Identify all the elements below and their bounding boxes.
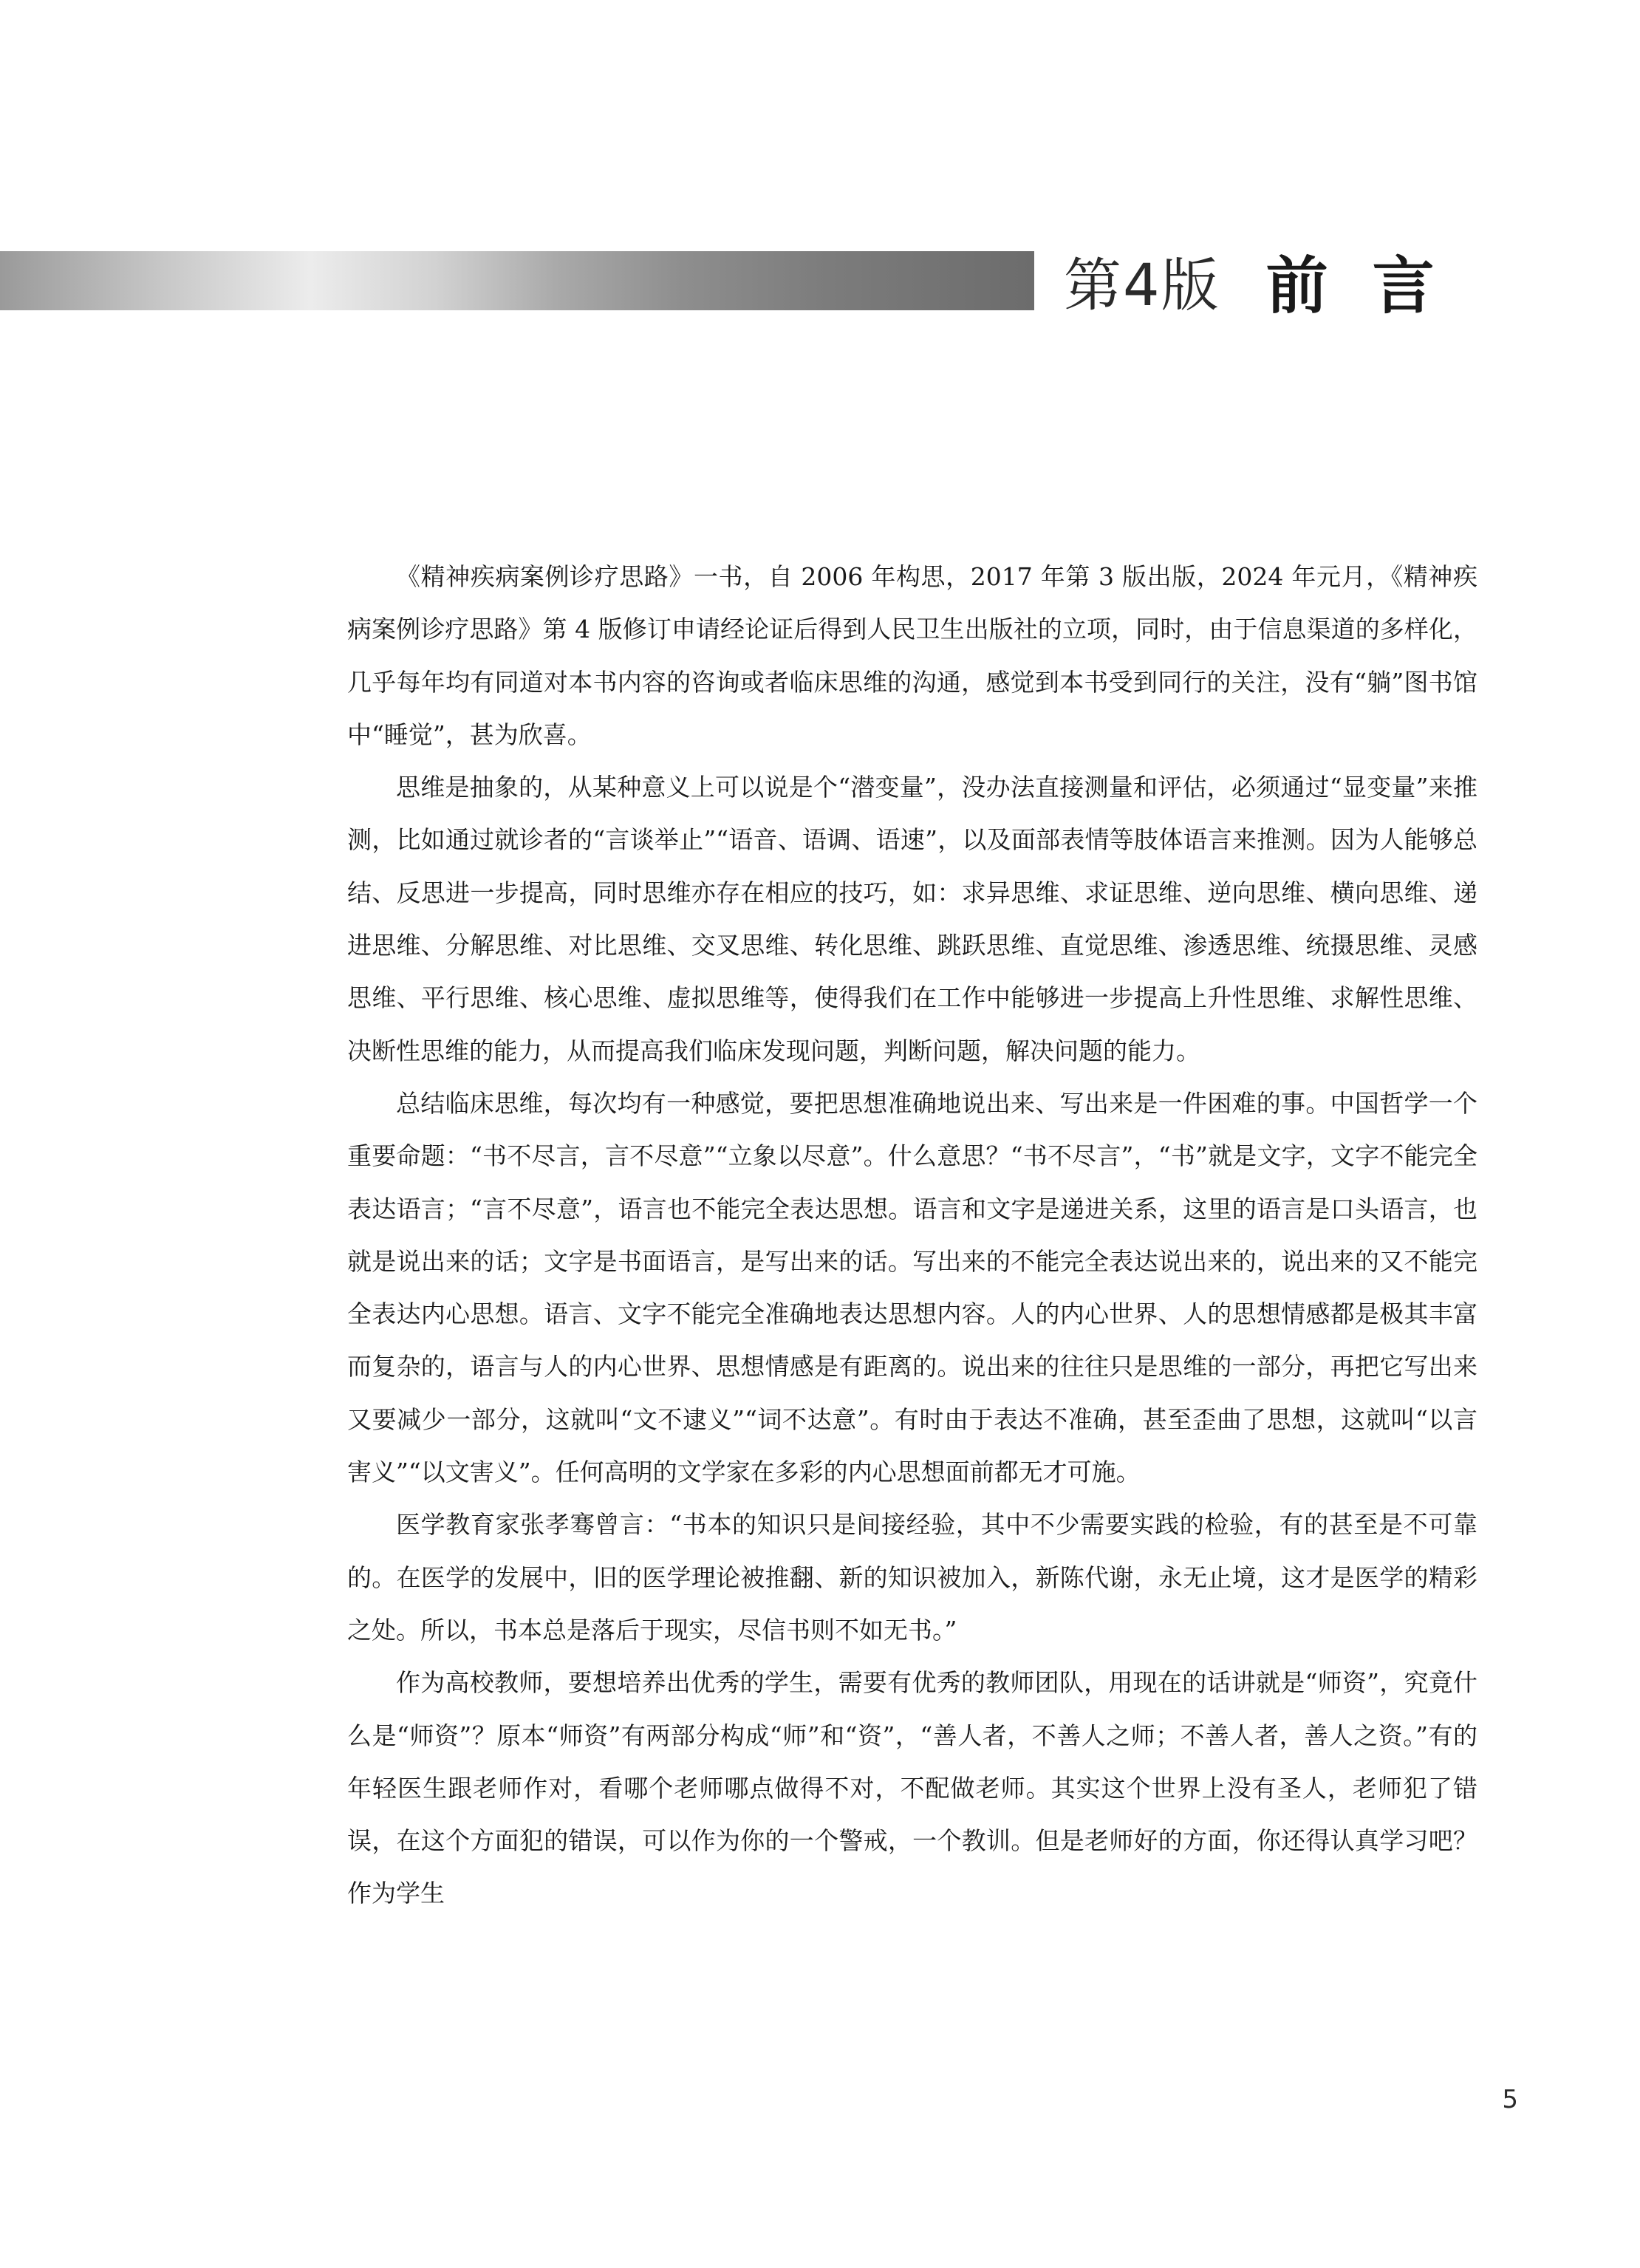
header-gradient-band xyxy=(0,251,1034,310)
chapter-title xyxy=(1064,240,1479,321)
body-text xyxy=(347,550,1477,1920)
paragraph-1: 《精神疾病案例诊疗思路》一书，自 2006 年构思，2017 年第 3 版出版，2024 年元月，《精神疾病案例诊疗思路》第 4 版修订申请经论证后得到人民卫生出版社的立项，同时，由于信息渠道的多样化，几乎每年均有同道对本书内容的咨询或者临床思维的沟通，感觉到本书受到同行的关注，没有“躺”图书馆中“睡觉”，甚为欣喜。 xyxy=(347,562,1477,749)
paragraph-2: 思维是抽象的，从某种意义上可以说是个“潜变量”，没办法直接测量和评估，必须通过“显变量”来推测，比如通过就诊者的“言谈举止”“语音、语调、语速”，以及面部表情等肢体语言来推测。因为人能够总结、反思进一步提高，同时思维亦存在相应的技巧，如：求异思维、求证思维、逆向思维、横向思维、递进思维、分解思维、对比思维、交叉思维、转化思维、跳跃思维、直觉思维、渗透思维、统摄思维、灵感思维、平行思维、核心思维、虚拟思维等，使得我们在工作中能够进一步提高上升性思维、求解性思维、决断性思维的能力，从而提高我们临床发现问题，判断问题，解决问题的能力。 xyxy=(347,773,1477,1065)
preface-title: 前言 xyxy=(1265,249,1479,322)
paragraph-4: 医学教育家张孝骞曾言：“书本的知识只是间接经验，其中不少需要实践的检验，有的甚至是不可靠的。在医学的发展中，旧的医学理论被推翻、新的知识被加入，新陈代谢，永无止境，这才是医学的精彩之处。所以，书本总是落后于现实，尽信书则不如无书。” xyxy=(347,1510,1477,1644)
page-number: 5 xyxy=(1502,2085,1518,2114)
paragraph-5: 作为高校教师，要想培养出优秀的学生，需要有优秀的教师团队，用现在的话讲就是“师资”，究竟什么是“师资”？原本“师资”有两部分构成“师”和“资”，“善人者，不善人之师；不善人者，善人之资。”有的年轻医生跟老师作对，看哪个老师哪点做得不对，不配做老师。其实这个世界上没有圣人，老师犯了错误，在这个方面犯的错误，可以作为你的一个警戒，一个教训。但是老师好的方面，你还得认真学习吧？作为学生 xyxy=(347,1668,1477,1908)
paragraph-3: 总结临床思维，每次均有一种感觉，要把思想准确地说出来、写出来是一件困难的事。中国哲学一个重要命题：“书不尽言，言不尽意”“立象以尽意”。什么意思？“书不尽言”，“书”就是文字，文字不能完全表达语言；“言不尽意”，语言也不能完全表达思想。语言和文字是递进关系，这里的语言是口头语言，也就是说出来的话；文字是书面语言，是写出来的话。写出来的不能完全表达说出来的，说出来的又不能完全表达内心思想。语言、文字不能完全准确地表达思想内容。人的内心世界、人的思想情感都是极其丰富而复杂的，语言与人的内心世界、思想情感是有距离的。说出来的往往只是思维的一部分，再把它写出来又要减少一部分，这就叫“文不逮义”“词不达意”。有时由于表达不准确，甚至歪曲了思想，这就叫“以言害义”“以文害义”。任何高明的文学家在多彩的内心思想面前都无才可施。 xyxy=(347,1088,1477,1487)
edition-label: 第4版 xyxy=(1064,253,1220,319)
